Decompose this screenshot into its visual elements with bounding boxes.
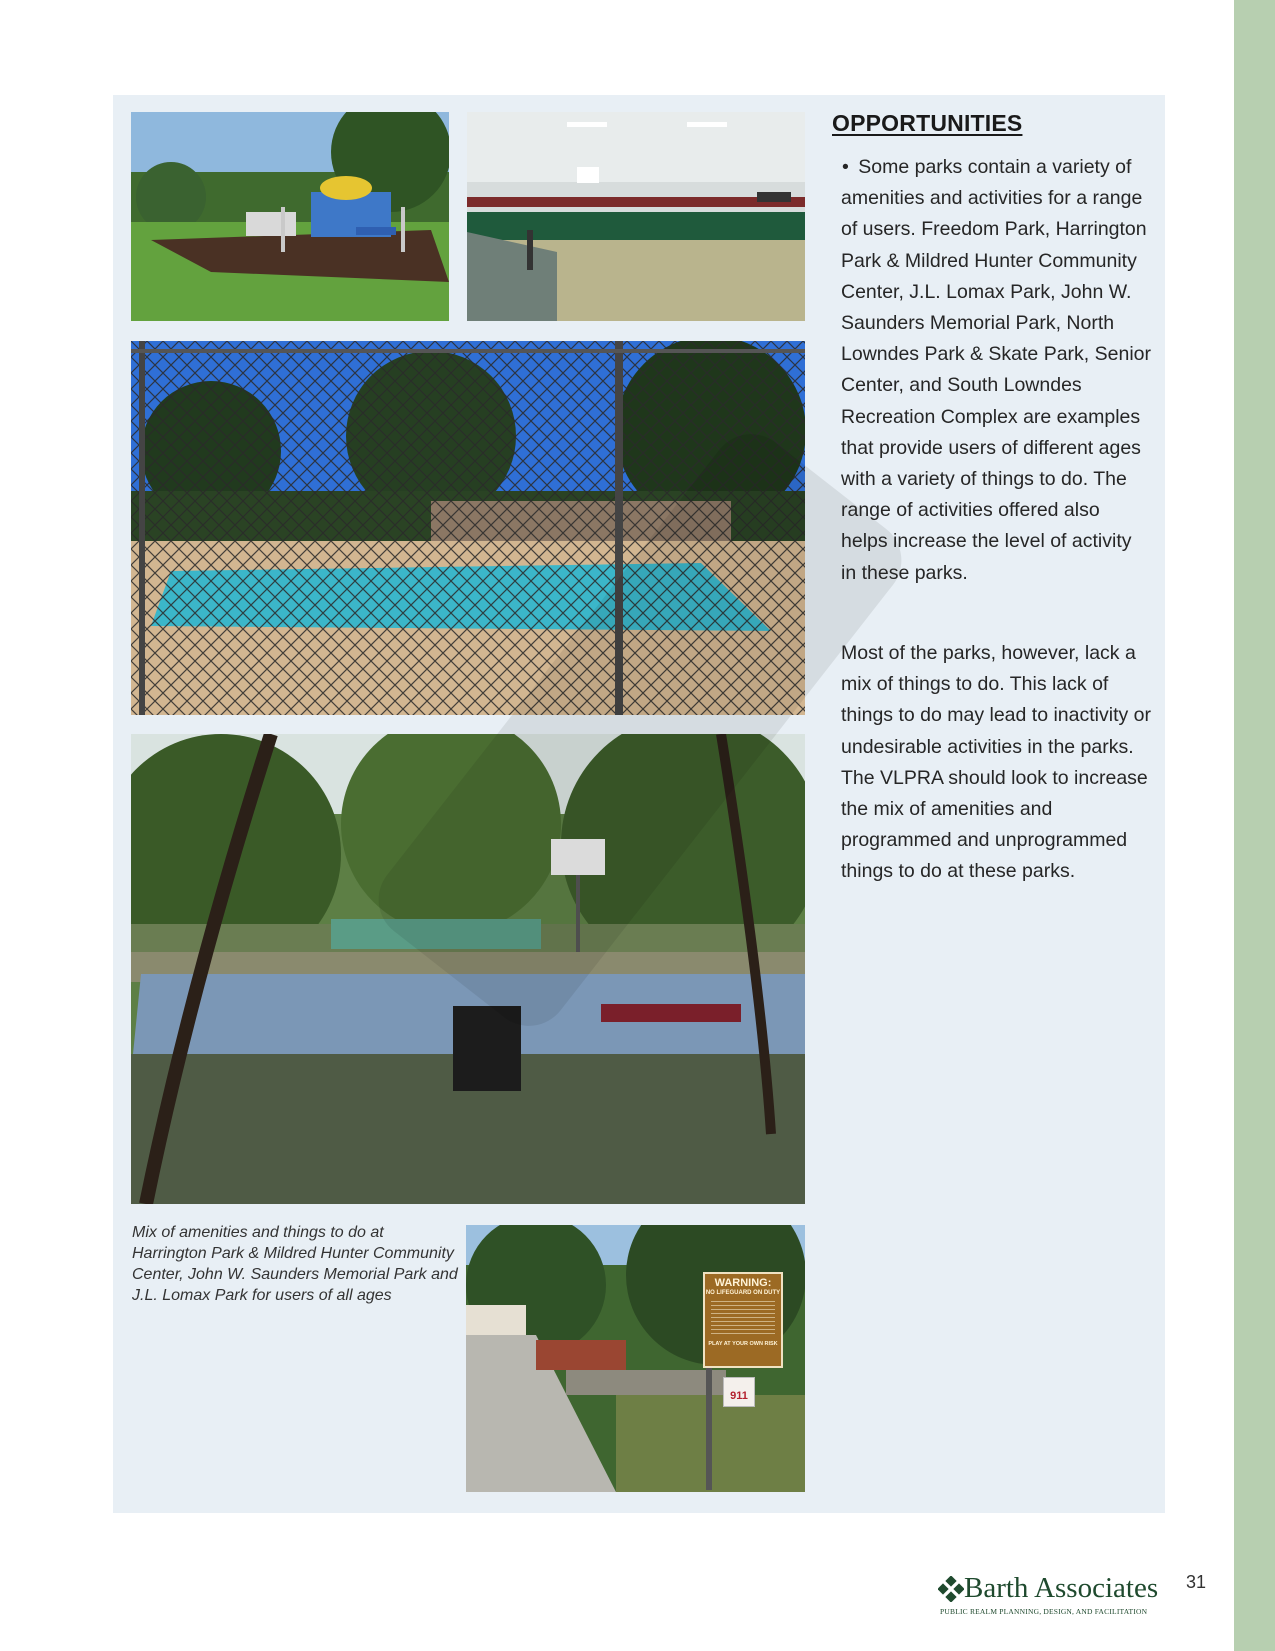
diamond-flower-icon xyxy=(938,1576,964,1602)
warning-sign-footer: PLAY AT YOUR OWN RISK xyxy=(708,1341,778,1347)
photo-swimming-pool xyxy=(131,341,805,715)
paragraph-lack-of-mix: Most of the parks, however, lack a mix of things to do. This lack of things to do may lead to inactivity or undesirable activities in the parks. The VLPRA should look to increase the mix of amenities and programmed and unprogrammed things to do at these parks. xyxy=(841,642,1151,883)
barth-associates-logo xyxy=(938,1572,1168,1622)
photo-gymnasium xyxy=(467,112,805,321)
emergency-number: 911 xyxy=(730,1390,748,1402)
emergency-sign xyxy=(723,1377,755,1407)
photo-playground xyxy=(131,112,449,321)
paragraph-amenities-variety-text: Some parks contain a variety of amenities and activities for a range of users. Freedom Park, Harrington Park & Mildred Hunter Community Center, J.L. Lomax Park, John W. Saunders Memorial Park, North Lowndes Park & Skate Park, Senior Center, and South Lowndes Recreation Complex are examples that provide users of different ages with a variety of things to do. The range of activities offered also helps increase the level of activity in these parks. xyxy=(841,156,1151,584)
photo-caption: Mix of amenities and things to do at Harrington Park & Mildred Hunter Community Center, John W. Saunders Memorial Park and J.L. Lomax Park for users of all ages xyxy=(132,1224,458,1304)
logo-name: Barth Associates xyxy=(964,1572,1159,1604)
paragraph-amenities-variety xyxy=(841,152,1151,589)
photo-basketball-court-park xyxy=(131,734,805,1204)
warning-sign-fineprint xyxy=(711,1301,775,1337)
page-edge-color-band xyxy=(1234,0,1275,1651)
page-number: 31 xyxy=(1186,1572,1207,1592)
warning-sign-subtitle: NO LIFEGUARD ON DUTY xyxy=(705,1290,781,1296)
section-heading: OPPORTUNITIES xyxy=(832,110,1023,136)
logo-tagline: PUBLIC REALM PLANNING, DESIGN, AND FACILITATION xyxy=(940,1607,1148,1616)
warning-sign-title: WARNING: xyxy=(714,1277,772,1289)
warning-sign xyxy=(703,1272,783,1368)
bullet-dot: • xyxy=(842,156,849,178)
